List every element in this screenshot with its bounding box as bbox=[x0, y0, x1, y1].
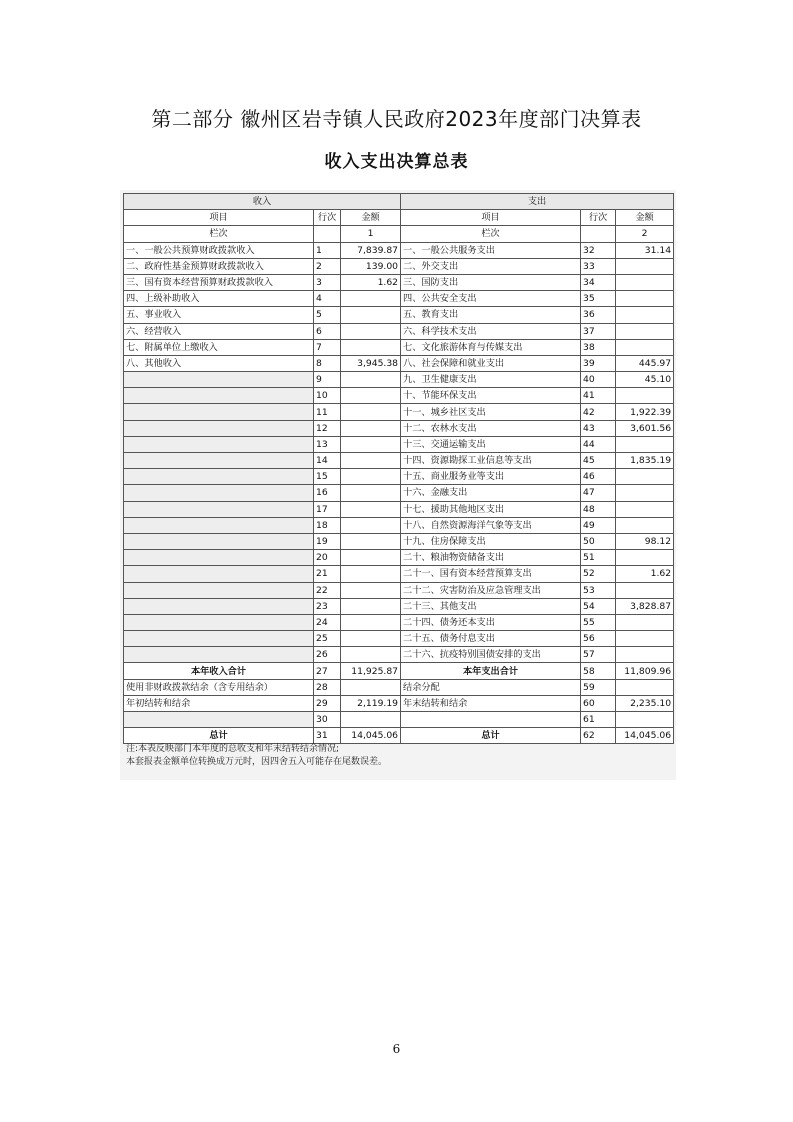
expense-item-cell: 十二、农林水支出 bbox=[401, 420, 581, 436]
income-col-index: 1 bbox=[341, 226, 401, 242]
income-amount-cell bbox=[341, 420, 401, 436]
income-row-number-cell: 7 bbox=[314, 339, 341, 355]
expense-amount-header: 金额 bbox=[616, 210, 674, 226]
income-row-number-cell: 10 bbox=[314, 388, 341, 404]
table-row bbox=[124, 291, 674, 307]
income-row-number-cell: 2 bbox=[314, 258, 341, 274]
table-row bbox=[124, 404, 674, 420]
expense-row-number-cell: 37 bbox=[581, 323, 616, 339]
expense-row-number-cell: 42 bbox=[581, 404, 616, 420]
income-item-cell bbox=[124, 550, 314, 566]
income-item-cell bbox=[124, 372, 314, 388]
income-row-number-cell: 15 bbox=[314, 469, 341, 485]
expense-amount-cell: 2,235.10 bbox=[616, 695, 674, 711]
income-row-number-cell: 14 bbox=[314, 453, 341, 469]
expense-row-number-cell: 56 bbox=[581, 631, 616, 647]
income-amount-cell bbox=[341, 372, 401, 388]
expense-col-index: 2 bbox=[616, 226, 674, 242]
expense-row-number-cell: 35 bbox=[581, 291, 616, 307]
expense-item-cell: 十一、城乡社区支出 bbox=[401, 404, 581, 420]
income-item-cell: 四、上级补助收入 bbox=[124, 291, 314, 307]
income-item-cell: 二、政府性基金预算财政拨款收入 bbox=[124, 258, 314, 274]
income-amount-cell bbox=[341, 453, 401, 469]
expense-item-cell: 十七、援助其他地区支出 bbox=[401, 501, 581, 517]
expense-row-number-cell: 61 bbox=[581, 712, 616, 728]
expense-column-label: 栏次 bbox=[401, 226, 581, 242]
income-item-cell bbox=[124, 453, 314, 469]
income-row-number-cell: 18 bbox=[314, 517, 341, 533]
income-item-cell: 年初结转和结余 bbox=[124, 695, 314, 711]
table-row bbox=[124, 453, 674, 469]
expense-row-number-cell: 46 bbox=[581, 469, 616, 485]
expense-amount-cell bbox=[616, 307, 674, 323]
table-row bbox=[124, 631, 674, 647]
expense-item-cell: 年末结转和结余 bbox=[401, 695, 581, 711]
table-row bbox=[124, 242, 674, 258]
income-row-number-cell: 28 bbox=[314, 679, 341, 695]
expense-amount-cell bbox=[616, 550, 674, 566]
expense-amount-cell bbox=[616, 679, 674, 695]
expense-row-index bbox=[581, 226, 616, 242]
expense-row-header: 行次 bbox=[581, 210, 616, 226]
expense-row-number-cell: 54 bbox=[581, 598, 616, 614]
income-amount-cell: 139.00 bbox=[341, 258, 401, 274]
income-row-index bbox=[314, 226, 341, 242]
income-section-header: 收入 bbox=[124, 194, 401, 210]
expense-row-number-cell: 60 bbox=[581, 695, 616, 711]
income-amount-cell bbox=[341, 533, 401, 549]
expense-row-number-cell: 57 bbox=[581, 647, 616, 663]
income-item-cell bbox=[124, 404, 314, 420]
income-item-cell bbox=[124, 533, 314, 549]
income-amount-cell bbox=[341, 550, 401, 566]
expense-item-cell: 七、文化旅游体育与传媒支出 bbox=[401, 339, 581, 355]
income-item-cell bbox=[124, 388, 314, 404]
table-subtitle: 收入支出决算总表 bbox=[324, 152, 469, 172]
income-amount-cell bbox=[341, 631, 401, 647]
income-amount-cell bbox=[341, 647, 401, 663]
income-amount-cell bbox=[341, 679, 401, 695]
income-item-cell bbox=[124, 517, 314, 533]
expense-row-number-cell: 41 bbox=[581, 388, 616, 404]
expense-amount-cell bbox=[616, 712, 674, 728]
expense-amount-cell: 445.97 bbox=[616, 355, 674, 371]
expense-row-number-cell: 47 bbox=[581, 485, 616, 501]
expense-amount-cell: 1.62 bbox=[616, 566, 674, 582]
income-row-number-cell: 1 bbox=[314, 242, 341, 258]
income-item-cell: 总计 bbox=[124, 728, 314, 744]
income-item-cell bbox=[124, 598, 314, 614]
table-row bbox=[124, 598, 674, 614]
expense-item-cell: 九、卫生健康支出 bbox=[401, 372, 581, 388]
expense-row-number-cell: 62 bbox=[581, 728, 616, 744]
income-amount-cell bbox=[341, 469, 401, 485]
income-item-cell bbox=[124, 501, 314, 517]
income-row-number-cell: 31 bbox=[314, 728, 341, 744]
income-row-number-cell: 22 bbox=[314, 582, 341, 598]
table-row bbox=[124, 485, 674, 501]
income-amount-cell: 3,945.38 bbox=[341, 355, 401, 371]
income-item-cell bbox=[124, 631, 314, 647]
income-row-number-cell: 20 bbox=[314, 550, 341, 566]
expense-amount-cell: 1,922.39 bbox=[616, 404, 674, 420]
table-row bbox=[124, 582, 674, 598]
income-item-cell: 本年收入合计 bbox=[124, 663, 314, 679]
expense-item-cell: 六、科学技术支出 bbox=[401, 323, 581, 339]
expense-item-cell: 十六、金融支出 bbox=[401, 485, 581, 501]
income-amount-header: 金额 bbox=[341, 210, 401, 226]
income-amount-cell bbox=[341, 436, 401, 452]
income-row-number-cell: 4 bbox=[314, 291, 341, 307]
expense-item-header: 项目 bbox=[401, 210, 581, 226]
expense-row-number-cell: 33 bbox=[581, 258, 616, 274]
income-row-number-cell: 5 bbox=[314, 307, 341, 323]
expense-item-cell: 十四、资源勘探工业信息等支出 bbox=[401, 453, 581, 469]
income-item-cell bbox=[124, 469, 314, 485]
table-row bbox=[124, 712, 674, 728]
income-amount-cell bbox=[341, 517, 401, 533]
expense-row-number-cell: 38 bbox=[581, 339, 616, 355]
table-row bbox=[124, 339, 674, 355]
expense-amount-cell bbox=[616, 582, 674, 598]
expense-item-cell: 二十二、灾害防治及应急管理支出 bbox=[401, 582, 581, 598]
income-row-number-cell: 25 bbox=[314, 631, 341, 647]
expense-amount-cell bbox=[616, 388, 674, 404]
expense-row-number-cell: 32 bbox=[581, 242, 616, 258]
income-item-cell: 七、附属单位上缴收入 bbox=[124, 339, 314, 355]
table-row bbox=[124, 533, 674, 549]
income-item-cell bbox=[124, 485, 314, 501]
expense-item-cell: 十五、商业服务业等支出 bbox=[401, 469, 581, 485]
income-item-cell: 使用非财政拨款结余（含专用结余） bbox=[124, 679, 314, 695]
income-amount-cell bbox=[341, 339, 401, 355]
expense-amount-cell: 3,601.56 bbox=[616, 420, 674, 436]
table-row bbox=[124, 695, 674, 711]
income-row-number-cell: 11 bbox=[314, 404, 341, 420]
expense-amount-cell: 31.14 bbox=[616, 242, 674, 258]
expense-amount-cell bbox=[616, 614, 674, 630]
expense-row-number-cell: 39 bbox=[581, 355, 616, 371]
table-row bbox=[124, 388, 674, 404]
income-item-cell bbox=[124, 420, 314, 436]
income-amount-cell: 14,045.06 bbox=[341, 728, 401, 744]
income-item-cell bbox=[124, 647, 314, 663]
income-row-number-cell: 8 bbox=[314, 355, 341, 371]
income-item-cell: 三、国有资本经营预算财政拨款收入 bbox=[124, 274, 314, 290]
expense-row-number-cell: 52 bbox=[581, 566, 616, 582]
income-amount-cell bbox=[341, 614, 401, 630]
table-row bbox=[124, 469, 674, 485]
expense-item-cell: 二十、粮油物资储备支出 bbox=[401, 550, 581, 566]
expense-amount-cell bbox=[616, 647, 674, 663]
expense-section-header: 支出 bbox=[401, 194, 674, 210]
expense-amount-cell bbox=[616, 631, 674, 647]
expense-amount-cell bbox=[616, 291, 674, 307]
income-amount-cell bbox=[341, 712, 401, 728]
income-amount-cell bbox=[341, 485, 401, 501]
document-title: 第二部分 徽州区岩寺镇人民政府2023年度部门决算表 bbox=[151, 107, 642, 131]
expense-row-number-cell: 43 bbox=[581, 420, 616, 436]
income-item-cell bbox=[124, 712, 314, 728]
table-row bbox=[124, 517, 674, 533]
income-amount-cell: 1.62 bbox=[341, 274, 401, 290]
table-row bbox=[124, 550, 674, 566]
income-row-number-cell: 16 bbox=[314, 485, 341, 501]
income-amount-cell bbox=[341, 501, 401, 517]
expense-item-cell: 二十一、国有资本经营预算支出 bbox=[401, 566, 581, 582]
expense-row-number-cell: 36 bbox=[581, 307, 616, 323]
income-amount-cell bbox=[341, 323, 401, 339]
expense-item-cell: 总计 bbox=[401, 728, 581, 744]
expense-amount-cell: 3,828.87 bbox=[616, 598, 674, 614]
income-row-number-cell: 13 bbox=[314, 436, 341, 452]
table-row bbox=[124, 436, 674, 452]
note-line-2: 本套报表金额单位转换成万元时，因四舍五入可能存在尾数误差。 bbox=[126, 757, 388, 767]
table-row bbox=[124, 372, 674, 388]
expense-item-cell: 十八、自然资源海洋气象等支出 bbox=[401, 517, 581, 533]
expense-amount-cell bbox=[616, 323, 674, 339]
expense-row-number-cell: 45 bbox=[581, 453, 616, 469]
expense-item-cell: 五、教育支出 bbox=[401, 307, 581, 323]
income-amount-cell bbox=[341, 582, 401, 598]
note-line-1: 注:本表反映部门本年度的总收支和年末结转结余情况; bbox=[126, 744, 340, 754]
income-amount-cell bbox=[341, 388, 401, 404]
expense-amount-cell: 45.10 bbox=[616, 372, 674, 388]
income-row-number-cell: 6 bbox=[314, 323, 341, 339]
expense-amount-cell: 98.12 bbox=[616, 533, 674, 549]
income-item-cell: 五、事业收入 bbox=[124, 307, 314, 323]
expense-amount-cell bbox=[616, 274, 674, 290]
expense-amount-cell bbox=[616, 339, 674, 355]
expense-item-cell: 二十四、债务还本支出 bbox=[401, 614, 581, 630]
expense-amount-cell: 14,045.06 bbox=[616, 728, 674, 744]
income-amount-cell bbox=[341, 598, 401, 614]
table-row bbox=[124, 307, 674, 323]
income-row-number-cell: 29 bbox=[314, 695, 341, 711]
income-amount-cell: 2,119.19 bbox=[341, 695, 401, 711]
expense-row-number-cell: 58 bbox=[581, 663, 616, 679]
income-row-number-cell: 9 bbox=[314, 372, 341, 388]
expense-item-cell: 二十三、其他支出 bbox=[401, 598, 581, 614]
income-row-number-cell: 21 bbox=[314, 566, 341, 582]
table-row bbox=[124, 355, 674, 371]
expense-item-cell: 二、外交支出 bbox=[401, 258, 581, 274]
income-row-number-cell: 19 bbox=[314, 533, 341, 549]
column-header-row bbox=[124, 210, 674, 226]
expense-row-number-cell: 49 bbox=[581, 517, 616, 533]
income-amount-cell bbox=[341, 291, 401, 307]
income-row-number-cell: 26 bbox=[314, 647, 341, 663]
expense-amount-cell bbox=[616, 485, 674, 501]
section-header-row bbox=[124, 194, 674, 210]
income-row-number-cell: 27 bbox=[314, 663, 341, 679]
table-row bbox=[124, 501, 674, 517]
expense-amount-cell bbox=[616, 517, 674, 533]
income-amount-cell bbox=[341, 566, 401, 582]
expense-row-number-cell: 50 bbox=[581, 533, 616, 549]
income-expense-table bbox=[123, 193, 674, 744]
expense-amount-cell bbox=[616, 436, 674, 452]
expense-item-cell: 十三、交通运输支出 bbox=[401, 436, 581, 452]
table-row bbox=[124, 420, 674, 436]
table-row bbox=[124, 614, 674, 630]
income-row-number-cell: 30 bbox=[314, 712, 341, 728]
expense-row-number-cell: 53 bbox=[581, 582, 616, 598]
income-amount-cell bbox=[341, 404, 401, 420]
expense-item-cell: 二十六、抗疫特别国债安排的支出 bbox=[401, 647, 581, 663]
expense-row-number-cell: 55 bbox=[581, 614, 616, 630]
income-item-header: 项目 bbox=[124, 210, 314, 226]
income-row-header: 行次 bbox=[314, 210, 341, 226]
income-item-cell: 六、经营收入 bbox=[124, 323, 314, 339]
expense-amount-cell bbox=[616, 501, 674, 517]
expense-item-cell: 十、节能环保支出 bbox=[401, 388, 581, 404]
table-row bbox=[124, 663, 674, 679]
income-item-cell bbox=[124, 614, 314, 630]
expense-row-number-cell: 34 bbox=[581, 274, 616, 290]
expense-item-cell: 一、一般公共服务支出 bbox=[401, 242, 581, 258]
page-number: 6 bbox=[392, 1042, 401, 1056]
income-amount-cell: 11,925.87 bbox=[341, 663, 401, 679]
income-item-cell bbox=[124, 436, 314, 452]
table-row bbox=[124, 679, 674, 695]
income-row-number-cell: 12 bbox=[314, 420, 341, 436]
income-amount-cell bbox=[341, 307, 401, 323]
expense-row-number-cell: 59 bbox=[581, 679, 616, 695]
income-row-number-cell: 3 bbox=[314, 274, 341, 290]
income-amount-cell: 7,839.87 bbox=[341, 242, 401, 258]
expense-amount-cell bbox=[616, 469, 674, 485]
expense-amount-cell: 11,809.96 bbox=[616, 663, 674, 679]
expense-item-cell: 本年支出合计 bbox=[401, 663, 581, 679]
expense-item-cell: 十九、住房保障支出 bbox=[401, 533, 581, 549]
table-notes bbox=[126, 743, 387, 769]
income-item-cell bbox=[124, 566, 314, 582]
expense-row-number-cell: 44 bbox=[581, 436, 616, 452]
spreadsheet-image bbox=[120, 190, 676, 780]
expense-item-cell: 八、社会保障和就业支出 bbox=[401, 355, 581, 371]
expense-amount-cell bbox=[616, 258, 674, 274]
expense-item-cell: 四、公共安全支出 bbox=[401, 291, 581, 307]
income-item-cell: 八、其他收入 bbox=[124, 355, 314, 371]
income-row-number-cell: 23 bbox=[314, 598, 341, 614]
expense-item-cell bbox=[401, 712, 581, 728]
table-row bbox=[124, 274, 674, 290]
expense-row-number-cell: 48 bbox=[581, 501, 616, 517]
income-item-cell: 一、一般公共预算财政拨款收入 bbox=[124, 242, 314, 258]
column-index-row bbox=[124, 226, 674, 242]
expense-row-number-cell: 40 bbox=[581, 372, 616, 388]
table-row bbox=[124, 566, 674, 582]
income-row-number-cell: 24 bbox=[314, 614, 341, 630]
table-row bbox=[124, 323, 674, 339]
expense-item-cell: 三、国防支出 bbox=[401, 274, 581, 290]
expense-row-number-cell: 51 bbox=[581, 550, 616, 566]
expense-amount-cell: 1,835.19 bbox=[616, 453, 674, 469]
table-row bbox=[124, 647, 674, 663]
expense-item-cell: 结余分配 bbox=[401, 679, 581, 695]
table-row bbox=[124, 258, 674, 274]
income-row-number-cell: 17 bbox=[314, 501, 341, 517]
table-row bbox=[124, 728, 674, 744]
expense-item-cell: 二十五、债务付息支出 bbox=[401, 631, 581, 647]
income-column-label: 栏次 bbox=[124, 226, 314, 242]
income-item-cell bbox=[124, 582, 314, 598]
